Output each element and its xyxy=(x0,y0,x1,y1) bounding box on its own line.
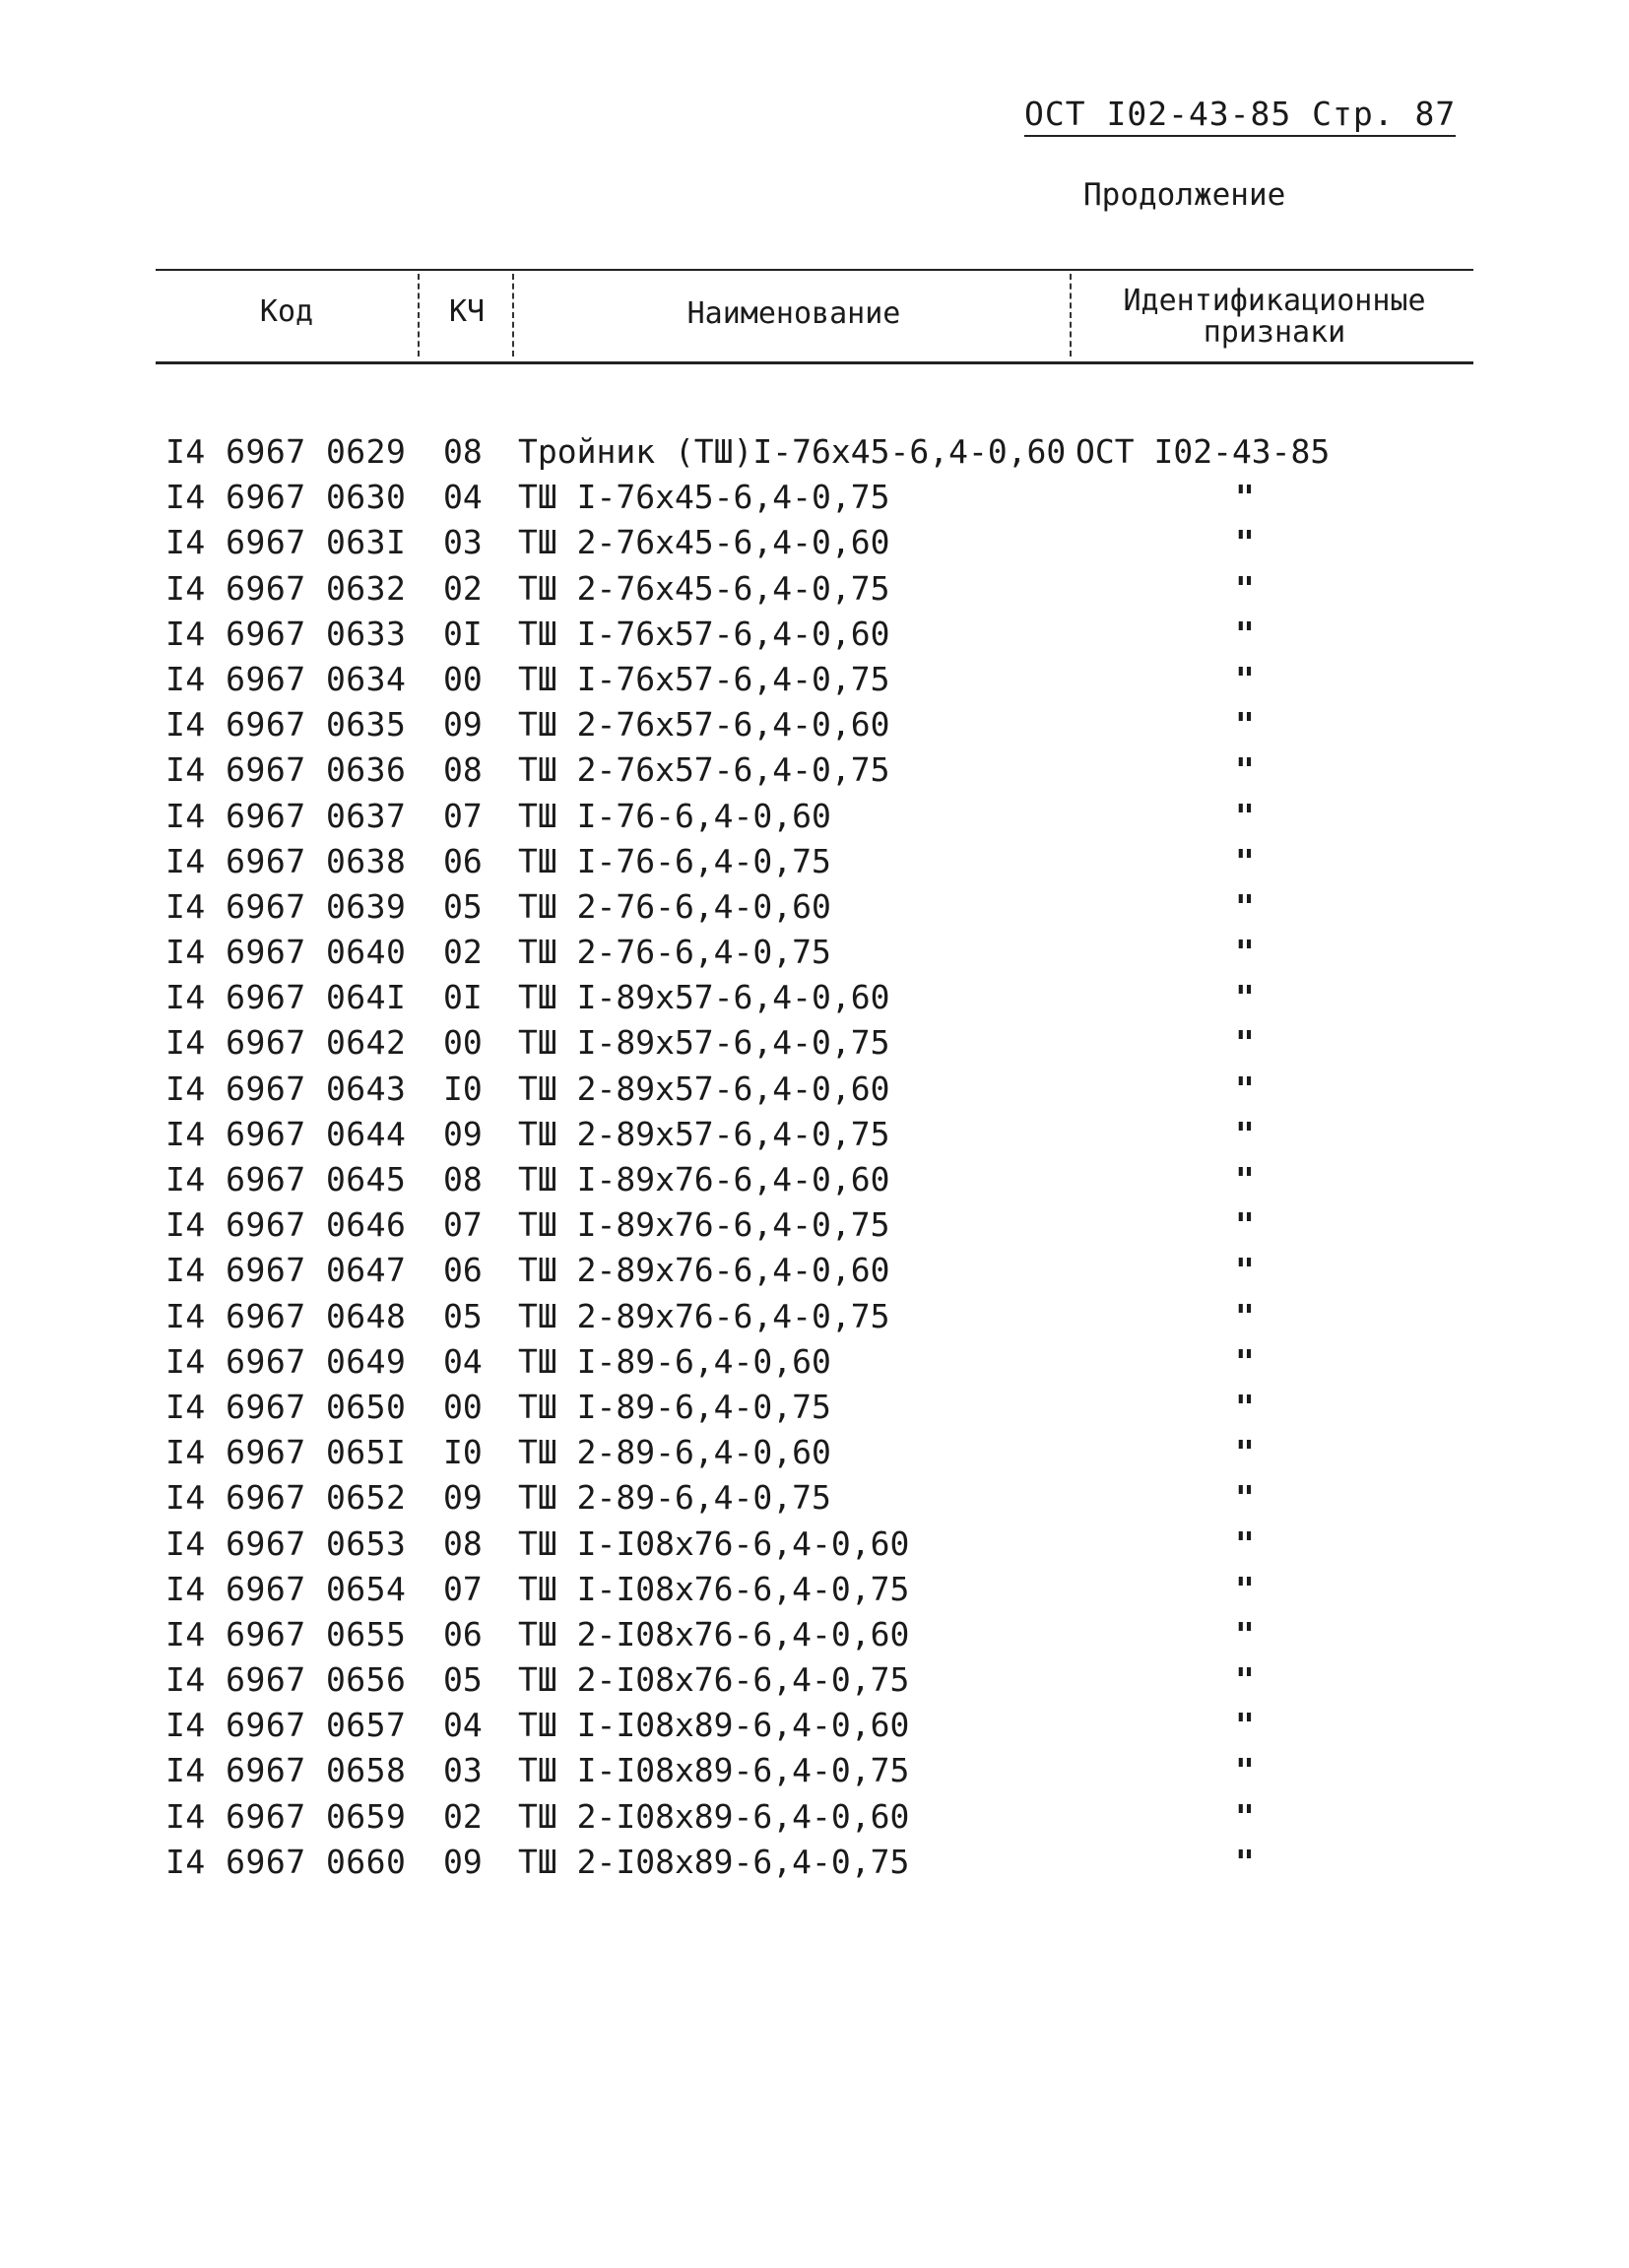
table-row xyxy=(0,1385,1629,1430)
cell-name: ТШ 2-76x57-6,4-0,75 xyxy=(518,750,890,790)
table-row xyxy=(0,747,1629,793)
table-row xyxy=(0,1840,1629,1885)
cell-name: ТШ 2-89x76-6,4-0,60 xyxy=(518,1251,890,1290)
cell-name: ТШ 2-89x76-6,4-0,75 xyxy=(518,1296,890,1335)
cell-name: ТШ I-76x57-6,4-0,75 xyxy=(518,659,890,698)
cell-ident: " xyxy=(1235,1796,1255,1836)
table-row xyxy=(0,475,1629,520)
table-row xyxy=(0,794,1629,839)
cell-ident: " xyxy=(1235,1341,1255,1381)
cell-code: I4 6967 0644 xyxy=(165,1114,407,1153)
cell-ident: " xyxy=(1235,933,1255,972)
cell-ident: " xyxy=(1235,478,1255,517)
cell-ident: " xyxy=(1235,841,1255,880)
cell-kch: 04 xyxy=(443,1706,483,1745)
cell-code: I4 6967 0660 xyxy=(165,1842,407,1881)
cell-name: ТШ I-89x76-6,4-0,60 xyxy=(518,1160,890,1199)
cell-code: I4 6967 0650 xyxy=(165,1387,407,1426)
table-row xyxy=(0,1612,1629,1657)
cell-ident: " xyxy=(1235,978,1255,1017)
table-row xyxy=(0,657,1629,702)
cell-ident: " xyxy=(1235,1160,1255,1199)
cell-kch: 09 xyxy=(443,1114,483,1153)
cell-name: ТШ 2-89x57-6,4-0,60 xyxy=(518,1069,890,1108)
table-row xyxy=(0,1703,1629,1748)
cell-code: I4 6967 0633 xyxy=(165,614,407,653)
cell-kch: 08 xyxy=(443,432,483,471)
cell-ident: " xyxy=(1235,1842,1255,1881)
cell-name: Тройник (ТШ)I-76x45-6,4-0,60 xyxy=(518,432,1067,471)
cell-name: ТШ 2-76x45-6,4-0,60 xyxy=(518,523,890,562)
column-header-ident-line1: Идентификационные xyxy=(1123,284,1426,318)
cell-name: ТШ 2-I08x76-6,4-0,60 xyxy=(518,1614,910,1653)
cell-ident: " xyxy=(1235,886,1255,926)
table-row xyxy=(0,884,1629,930)
cell-ident: " xyxy=(1235,1523,1255,1563)
table-row xyxy=(0,429,1629,475)
cell-code: I4 6967 0630 xyxy=(165,478,407,517)
cell-ident: " xyxy=(1235,750,1255,790)
cell-kch: 05 xyxy=(443,1660,483,1700)
continuation-label: Продолжение xyxy=(1083,177,1286,213)
cell-code: I4 6967 0629 xyxy=(165,432,407,471)
table-row xyxy=(0,1020,1629,1066)
cell-kch: 08 xyxy=(443,1523,483,1563)
column-divider xyxy=(512,274,514,356)
cell-name: ТШ 2-89-6,4-0,75 xyxy=(518,1478,831,1518)
cell-code: I4 6967 0642 xyxy=(165,1023,407,1063)
cell-ident: " xyxy=(1235,1069,1255,1108)
cell-name: ТШ I-I08x76-6,4-0,75 xyxy=(518,1569,910,1608)
cell-name: ТШ I-I08x89-6,4-0,75 xyxy=(518,1751,910,1790)
cell-kch: 06 xyxy=(443,841,483,880)
cell-code: I4 6967 0652 xyxy=(165,1478,407,1518)
cell-name: ТШ I-76-6,4-0,75 xyxy=(518,841,831,880)
cell-ident: ОСТ I02-43-85 xyxy=(1075,432,1331,471)
column-divider xyxy=(418,274,420,356)
cell-kch: 07 xyxy=(443,796,483,835)
cell-name: ТШ I-76x45-6,4-0,75 xyxy=(518,478,890,517)
cell-name: ТШ I-89x57-6,4-0,60 xyxy=(518,978,890,1017)
cell-name: ТШ I-I08x89-6,4-0,60 xyxy=(518,1706,910,1745)
cell-kch: 07 xyxy=(443,1205,483,1245)
cell-kch: 00 xyxy=(443,1387,483,1426)
cell-ident: " xyxy=(1235,1023,1255,1063)
cell-code: I4 6967 0659 xyxy=(165,1796,407,1836)
cell-code: I4 6967 0639 xyxy=(165,886,407,926)
cell-ident: " xyxy=(1235,1251,1255,1290)
cell-code: I4 6967 0640 xyxy=(165,933,407,972)
cell-kch: 08 xyxy=(443,750,483,790)
table-row xyxy=(0,1112,1629,1157)
table-row xyxy=(0,1339,1629,1385)
cell-ident: " xyxy=(1235,523,1255,562)
cell-code: I4 6967 0647 xyxy=(165,1251,407,1290)
cell-ident: " xyxy=(1235,1114,1255,1153)
cell-code: I4 6967 0638 xyxy=(165,841,407,880)
column-header-name: Наименование xyxy=(686,296,901,331)
cell-ident: " xyxy=(1235,1433,1255,1472)
column-header-code: Код xyxy=(259,294,314,329)
cell-code: I4 6967 064I xyxy=(165,978,407,1017)
table-row xyxy=(0,612,1629,657)
cell-ident: " xyxy=(1235,1751,1255,1790)
cell-code: I4 6967 0646 xyxy=(165,1205,407,1245)
table-row xyxy=(0,1294,1629,1339)
cell-code: I4 6967 0632 xyxy=(165,568,407,608)
table-row xyxy=(0,1430,1629,1475)
table-row xyxy=(0,1157,1629,1202)
cell-kch: 09 xyxy=(443,1478,483,1518)
cell-name: ТШ 2-89x57-6,4-0,75 xyxy=(518,1114,890,1153)
cell-code: I4 6967 0649 xyxy=(165,1341,407,1381)
table-row xyxy=(0,930,1629,975)
cell-name: ТШ 2-76-6,4-0,75 xyxy=(518,933,831,972)
cell-kch: 03 xyxy=(443,1751,483,1790)
table-row xyxy=(0,1748,1629,1793)
cell-ident: " xyxy=(1235,1478,1255,1518)
cell-ident: " xyxy=(1235,1706,1255,1745)
cell-name: ТШ 2-I08x76-6,4-0,75 xyxy=(518,1660,910,1700)
cell-ident: " xyxy=(1235,1569,1255,1608)
table-row xyxy=(0,839,1629,884)
cell-kch: 02 xyxy=(443,933,483,972)
cell-kch: 0I xyxy=(443,614,483,653)
cell-code: I4 6967 063I xyxy=(165,523,407,562)
cell-ident: " xyxy=(1235,1387,1255,1426)
cell-name: ТШ I-89-6,4-0,75 xyxy=(518,1387,831,1426)
table-row xyxy=(0,1657,1629,1703)
table-row xyxy=(0,702,1629,747)
cell-kch: 05 xyxy=(443,886,483,926)
cell-kch: 0I xyxy=(443,978,483,1017)
table-row xyxy=(0,566,1629,612)
cell-ident: " xyxy=(1235,1296,1255,1335)
cell-code: I4 6967 0637 xyxy=(165,796,407,835)
cell-code: I4 6967 0656 xyxy=(165,1660,407,1700)
cell-kch: 06 xyxy=(443,1614,483,1653)
cell-kch: 09 xyxy=(443,1842,483,1881)
cell-code: I4 6967 0635 xyxy=(165,705,407,745)
cell-kch: 02 xyxy=(443,568,483,608)
cell-name: ТШ 2-89-6,4-0,60 xyxy=(518,1433,831,1472)
cell-ident: " xyxy=(1235,614,1255,653)
table-row xyxy=(0,1067,1629,1112)
cell-name: ТШ I-89-6,4-0,60 xyxy=(518,1341,831,1381)
cell-ident: " xyxy=(1235,796,1255,835)
cell-name: ТШ 2-I08x89-6,4-0,60 xyxy=(518,1796,910,1836)
cell-kch: I0 xyxy=(443,1069,483,1108)
cell-ident: " xyxy=(1235,1205,1255,1245)
cell-code: I4 6967 0657 xyxy=(165,1706,407,1745)
cell-code: I4 6967 0645 xyxy=(165,1160,407,1199)
cell-kch: 06 xyxy=(443,1251,483,1290)
cell-kch: 00 xyxy=(443,1023,483,1063)
table-row xyxy=(0,1475,1629,1521)
table-row xyxy=(0,1202,1629,1248)
cell-code: I4 6967 0643 xyxy=(165,1069,407,1108)
cell-ident: " xyxy=(1235,1660,1255,1700)
cell-code: I4 6967 0658 xyxy=(165,1751,407,1790)
cell-kch: 04 xyxy=(443,1341,483,1381)
cell-code: I4 6967 0655 xyxy=(165,1614,407,1653)
cell-name: ТШ I-89x76-6,4-0,75 xyxy=(518,1205,890,1245)
cell-name: ТШ I-76x57-6,4-0,60 xyxy=(518,614,890,653)
cell-name: ТШ 2-76x45-6,4-0,75 xyxy=(518,568,890,608)
cell-code: I4 6967 0653 xyxy=(165,1523,407,1563)
cell-ident: " xyxy=(1235,705,1255,745)
cell-ident: " xyxy=(1235,568,1255,608)
column-divider xyxy=(1070,274,1072,356)
cell-code: I4 6967 0648 xyxy=(165,1296,407,1335)
cell-ident: " xyxy=(1235,659,1255,698)
cell-code: I4 6967 065I xyxy=(165,1433,407,1472)
table-row xyxy=(0,520,1629,565)
table-row xyxy=(0,1567,1629,1612)
cell-name: ТШ 2-76-6,4-0,60 xyxy=(518,886,831,926)
cell-ident: " xyxy=(1235,1614,1255,1653)
cell-name: ТШ I-I08x76-6,4-0,60 xyxy=(518,1523,910,1563)
table-row xyxy=(0,1522,1629,1567)
cell-kch: 00 xyxy=(443,659,483,698)
document-reference: ОСТ I02-43-85 Стр. 87 xyxy=(1024,95,1456,137)
table-row xyxy=(0,1794,1629,1840)
cell-kch: 05 xyxy=(443,1296,483,1335)
cell-name: ТШ 2-I08x89-6,4-0,75 xyxy=(518,1842,910,1881)
cell-kch: 03 xyxy=(443,523,483,562)
table-row xyxy=(0,1248,1629,1293)
cell-name: ТШ I-89x57-6,4-0,75 xyxy=(518,1023,890,1063)
column-header-ident-line2: признаки xyxy=(1203,315,1346,350)
column-header-ident xyxy=(1075,286,1473,349)
table-header-rule xyxy=(156,361,1473,364)
table-body xyxy=(0,429,1629,1885)
column-header-kch: КЧ xyxy=(448,294,486,329)
cell-kch: I0 xyxy=(443,1433,483,1472)
cell-kch: 04 xyxy=(443,478,483,517)
cell-code: I4 6967 0654 xyxy=(165,1569,407,1608)
cell-kch: 02 xyxy=(443,1796,483,1836)
cell-code: I4 6967 0634 xyxy=(165,659,407,698)
cell-name: ТШ I-76-6,4-0,60 xyxy=(518,796,831,835)
cell-kch: 07 xyxy=(443,1569,483,1608)
cell-kch: 09 xyxy=(443,705,483,745)
table-top-rule xyxy=(156,269,1473,271)
cell-kch: 08 xyxy=(443,1160,483,1199)
cell-code: I4 6967 0636 xyxy=(165,750,407,790)
cell-name: ТШ 2-76x57-6,4-0,60 xyxy=(518,705,890,745)
table-row xyxy=(0,975,1629,1020)
